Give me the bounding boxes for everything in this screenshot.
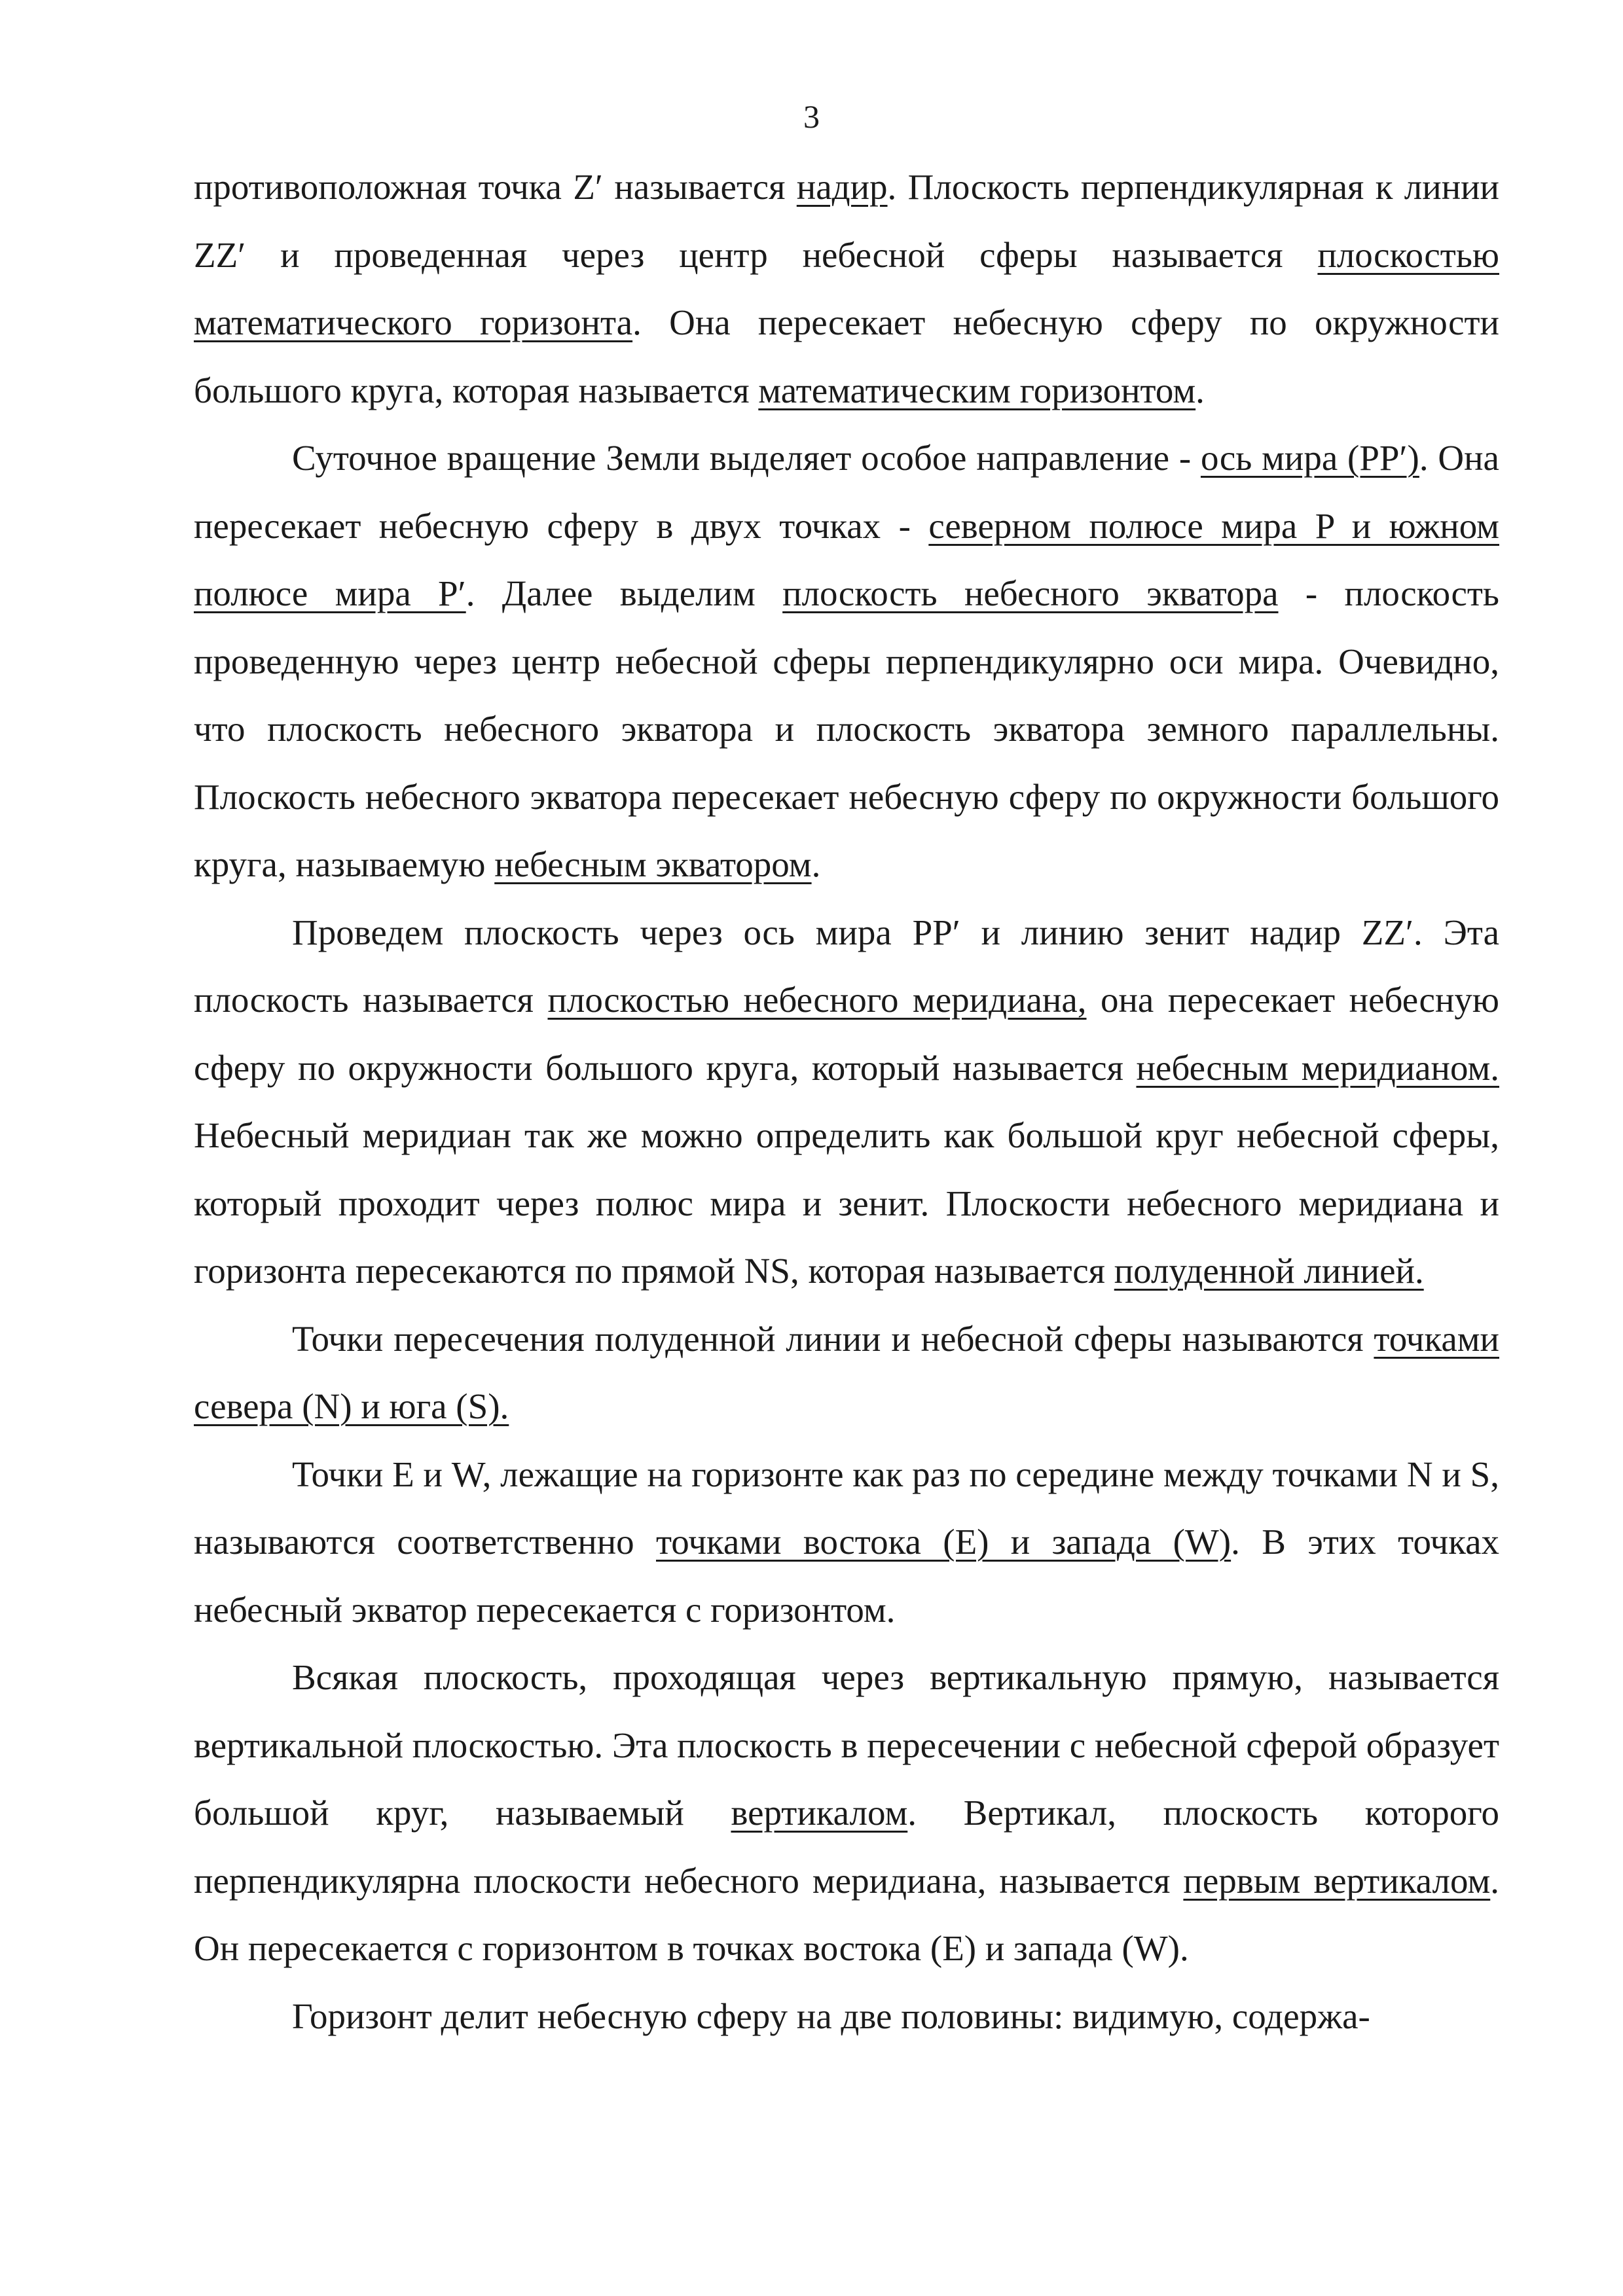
underlined-term: плоскостью математического горизонта: [194, 234, 1499, 342]
text-segment: Проведем плоскость через ось мира PP′ и линию зенит надир ZZ′. Эта плоскость называется: [194, 912, 1499, 1020]
text-segment: . В этих точках небесный экватор пересекается с горизонтом.: [194, 1522, 1499, 1630]
underlined-term: надир: [796, 167, 888, 207]
underlined-term: небесным экватором: [494, 844, 812, 884]
text-segment: . Она пересекает небесную сферу по окружности большого круга, которая называется: [194, 302, 1499, 410]
text-segment: . Вертикал, плоскость которого перпендикулярна плоскости небесного меридиана, называется: [194, 1793, 1499, 1901]
underlined-term: ось мира (PP′): [1200, 438, 1419, 478]
paragraph: [194, 1441, 1499, 1644]
underlined-term: плоскостью небесного меридиана,: [547, 980, 1087, 1020]
paragraph: [194, 1643, 1499, 1982]
paragraph: [194, 1982, 1499, 2051]
underlined-term: математическим горизонтом: [758, 370, 1196, 410]
body-text: [194, 153, 1499, 2050]
text-segment: . Далее выделим: [465, 573, 783, 613]
underlined-term: вертикалом: [731, 1793, 908, 1833]
underlined-term: первым вертикалом: [1183, 1860, 1491, 1901]
text-segment: Небесный меридиан так же можно определить как большой круг небесной сферы, который проходит через полюс мира и зенит. Плоскости небесного меридиана и горизонта пересекаются по прямой NS, которая называется: [194, 1115, 1499, 1291]
text-segment: . Плоскость перпендикулярная к линии ZZ′ и проведенная через центр небесной сферы называется: [194, 167, 1499, 275]
underlined-term: северном полюсе мира P и южном полюсе мира P′: [194, 505, 1499, 613]
underlined-term: полуденной линией.: [1114, 1251, 1424, 1291]
text-segment: Горизонт делит небесную сферу на две половины: видимую, содержа-: [292, 1996, 1370, 2036]
underlined-term: небесным меридианом.: [1136, 1047, 1499, 1088]
underlined-term: плоскость небесного экватора: [782, 573, 1279, 613]
text-segment: Суточное вращение Земли выделяет особое направление -: [292, 438, 1201, 478]
paragraph: [194, 899, 1499, 1305]
text-segment: Точки пересечения полуденной линии и небесной сферы называются: [292, 1318, 1374, 1359]
text-segment: .: [811, 844, 821, 884]
paragraph: [194, 153, 1499, 424]
text-segment: . Он пересекается с горизонтом в точках востока (E) и запада (W).: [194, 1860, 1499, 1968]
text-segment: Точки E и W, лежащие на горизонте как раз по середине между точками N и S, называются соответственно: [194, 1454, 1499, 1562]
text-segment: Всякая плоскость, проходящая через вертикальную прямую, называется вертикальной плоскостью. Эта плоскость в пересечении с небесной сферой образует большой круг, называемый: [194, 1657, 1499, 1833]
paragraph: [194, 424, 1499, 899]
text-segment: .: [1195, 370, 1205, 410]
underlined-term: точками востока (E) и запада (W): [656, 1522, 1231, 1562]
underlined-term: точками севера (N) и юга (S).: [194, 1318, 1499, 1426]
text-segment: . Она пересекает небесную сферу в двух точках -: [194, 438, 1499, 546]
text-segment: - плоскость проведенную через центр небесной сферы перпендикулярно оси мира. Очевидно, что плоскость небесного экватора и плоскость экватора земного параллельны. Плоскость небесного экватора пересекает небесную сферу по окружности большого круга, называемую: [194, 573, 1499, 884]
text-segment: противоположная точка Z′ называется: [194, 167, 797, 207]
text-segment: она пересекает небесную сферу по окружности большого круга, который называется: [194, 980, 1499, 1088]
paragraph: [194, 1305, 1499, 1441]
page-number: 3: [803, 98, 820, 135]
